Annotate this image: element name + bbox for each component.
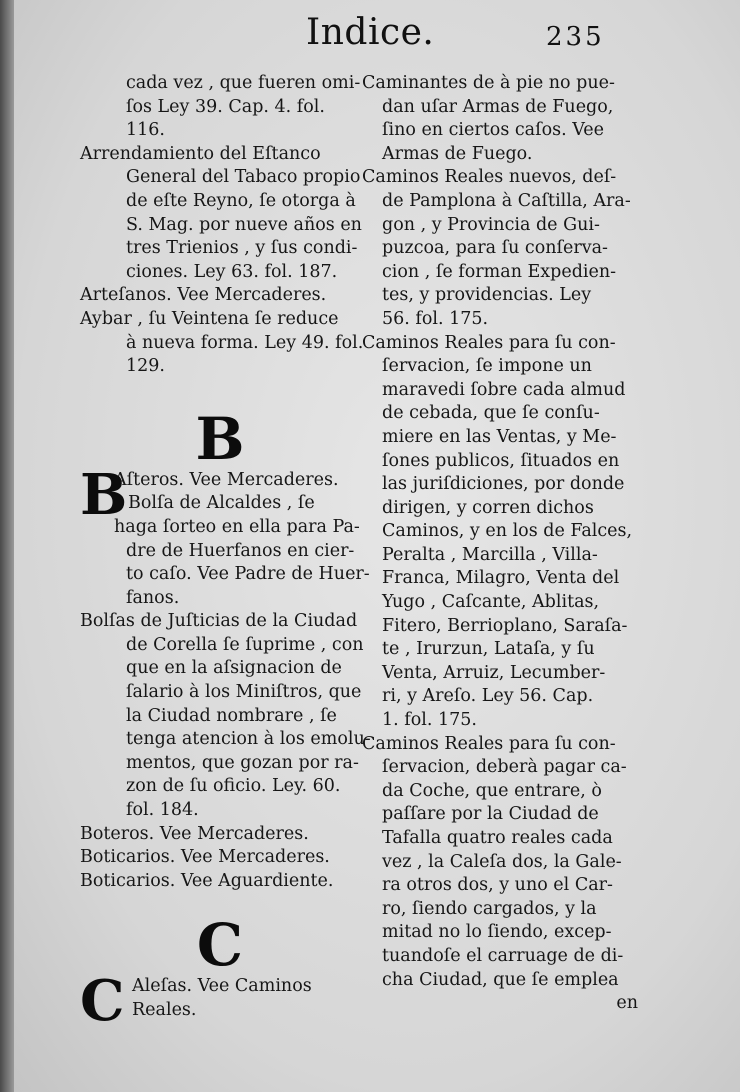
entry-line: tes, y providencias. Ley: [382, 285, 592, 306]
entry-line: maravedi ſobre cada almud: [382, 379, 626, 400]
entry-line: 129.: [126, 356, 165, 377]
entry-line: 1. fol. 175.: [382, 710, 477, 731]
entry-line: mitad no lo ſiendo, excep-: [382, 922, 612, 943]
entry-line: las juriſdiciones, por donde: [382, 474, 625, 495]
entry-line: vez , la Caleſa dos, la Gale-: [382, 851, 622, 872]
entry-line: ſones publicos, ſituados en: [382, 450, 620, 471]
entry-line: Caminos, y en los de Falces,: [382, 521, 633, 542]
catchword: en: [616, 993, 638, 1014]
section-letter-c: C: [196, 911, 244, 980]
entry-line: Fitero, Berrioplano, Saraſa-: [382, 615, 628, 636]
entry-line: zon de ſu oficio. Ley. 60.: [126, 776, 341, 797]
entry-line: Caminos Reales para ſu con-: [362, 733, 616, 754]
entry-line: fol. 184.: [126, 800, 199, 821]
entry-line: à nueva forma. Ley 49. fol.: [126, 332, 364, 353]
left-column: [80, 72, 371, 1035]
page-number: 235: [546, 22, 605, 52]
entry-line: 56. fol. 175.: [382, 308, 489, 329]
entry-line: to caſo. Vee Padre de Huer-: [126, 564, 370, 585]
entry-line: mentos, que gozan por ra-: [126, 752, 359, 773]
entry-line: S. Mag. por nueve años en: [126, 214, 362, 235]
entry-line: Caminantes de à pie no pue-: [362, 73, 615, 93]
entry-line: ſos Ley 39. Cap. 4. fol.: [126, 96, 325, 117]
running-title: Indice.: [306, 12, 435, 53]
entry-line: cada vez , que fueren omi-: [126, 73, 361, 93]
entry-line: gon , y Provincia de Gui-: [382, 214, 600, 235]
entry-line: Caminos Reales para ſu con-: [362, 332, 616, 353]
entry-line: Aybar , ſu Veintena ſe reduce: [80, 308, 339, 329]
entry-line: Tafalla quatro reales cada: [382, 828, 613, 848]
right-column: [362, 72, 638, 1016]
entry-line: ſervacion, deberà pagar ca-: [382, 757, 627, 778]
entry-line: de Corella ſe ſuprime , con: [126, 634, 364, 655]
entry-line: paſſare por la Ciudad de: [382, 804, 599, 825]
entry-line: Boticarios. Vee Aguardiente.: [80, 870, 334, 891]
entry-line: Bolſas de Juſticias de la Ciudad: [80, 611, 358, 632]
section-letter-b: B: [195, 404, 245, 473]
entry-line: Yugo , Caſcante, Ablitas,: [382, 592, 600, 613]
entry-line: ra otros dos, y uno el Car-: [382, 875, 613, 896]
book-page: [14, 0, 740, 1092]
entry-line: tres Trienios , y ſus condi-: [126, 238, 358, 259]
entry-line: Arrendamiento del Eſtanco: [80, 143, 321, 164]
entry-line: ſino en ciertos caſos. Vee: [382, 120, 604, 141]
entry-line: General del Tabaco propio: [126, 167, 361, 188]
entry-line: Reales.: [132, 1000, 197, 1020]
entry-line: Armas de Fuego.: [382, 143, 533, 164]
entry-line: dirigen, y corren dichos: [382, 497, 594, 518]
entry-line: Caminos Reales nuevos, deſ-: [362, 167, 617, 188]
entry-line: de eſte Reyno, ſe otorga à: [126, 190, 356, 211]
entry-line: ſalario à los Miniſtros, que: [126, 682, 362, 703]
entry-line: miere en las Ventas, y Me-: [382, 426, 617, 447]
entry-line: cha Ciudad, que ſe emplea: [382, 969, 619, 990]
entry-line: Arteſanos. Vee Mercaderes.: [80, 285, 327, 306]
entry-line: Peralta , Marcilla , Villa-: [382, 544, 598, 565]
entry-line: te , Irurzun, Lataſa, y ſu: [382, 639, 595, 660]
entry-line: Boticarios. Vee Mercaderes.: [80, 847, 330, 868]
entry-line: da Coche, que entrare, ò: [382, 780, 602, 801]
entry-line: ſervacion, ſe impone un: [382, 356, 592, 377]
book-gutter-shadow: [0, 0, 14, 1092]
entry-line: de cebada, que ſe conſu-: [382, 403, 600, 424]
entry-line: tenga atencion à los emolu-: [126, 729, 371, 750]
dropcap-b: B: [80, 461, 128, 528]
entry-line: de Pamplona à Caſtilla, Ara-: [382, 190, 631, 211]
dropcap-c: C: [80, 968, 125, 1035]
entry-line: puzcoa, para ſu conſerva-: [382, 238, 608, 259]
entry-line: Franca, Milagro, Venta del: [382, 568, 620, 589]
dropcap-block-b: [80, 461, 362, 540]
entry-line: Aſteros. Vee Mercaderes.: [114, 469, 339, 490]
entry-line: Aleſas. Vee Caminos: [132, 976, 312, 997]
entry-line: Bolſa de Alcaldes , ſe: [128, 493, 315, 514]
dropcap-block-c: [80, 968, 362, 1035]
entry-line: ciones. Ley 63. fol. 187.: [126, 261, 338, 282]
entry-line: la Ciudad nombrare , ſe: [126, 705, 337, 726]
entry-line: fanos.: [126, 587, 180, 608]
entry-line: tuandoſe el carruage de di-: [382, 945, 624, 966]
entry-line: dre de Huerfanos en cier-: [126, 540, 355, 561]
entry-line: Venta, Arruiz, Lecumber-: [382, 662, 606, 683]
entry-line: Boteros. Vee Mercaderes.: [80, 823, 309, 844]
entry-line: 116.: [126, 120, 165, 141]
entry-line: ro, ſiendo cargados, y la: [382, 898, 597, 919]
entry-line: haga ſorteo en ella para Pa-: [114, 516, 360, 537]
entry-line: cion , ſe forman Expedien-: [382, 261, 617, 282]
entry-line: dan uſar Armas de Fuego,: [382, 96, 614, 117]
entry-line: ri, y Areſo. Ley 56. Cap.: [382, 686, 594, 707]
entry-line: que en la aſsignacion de: [126, 658, 342, 679]
